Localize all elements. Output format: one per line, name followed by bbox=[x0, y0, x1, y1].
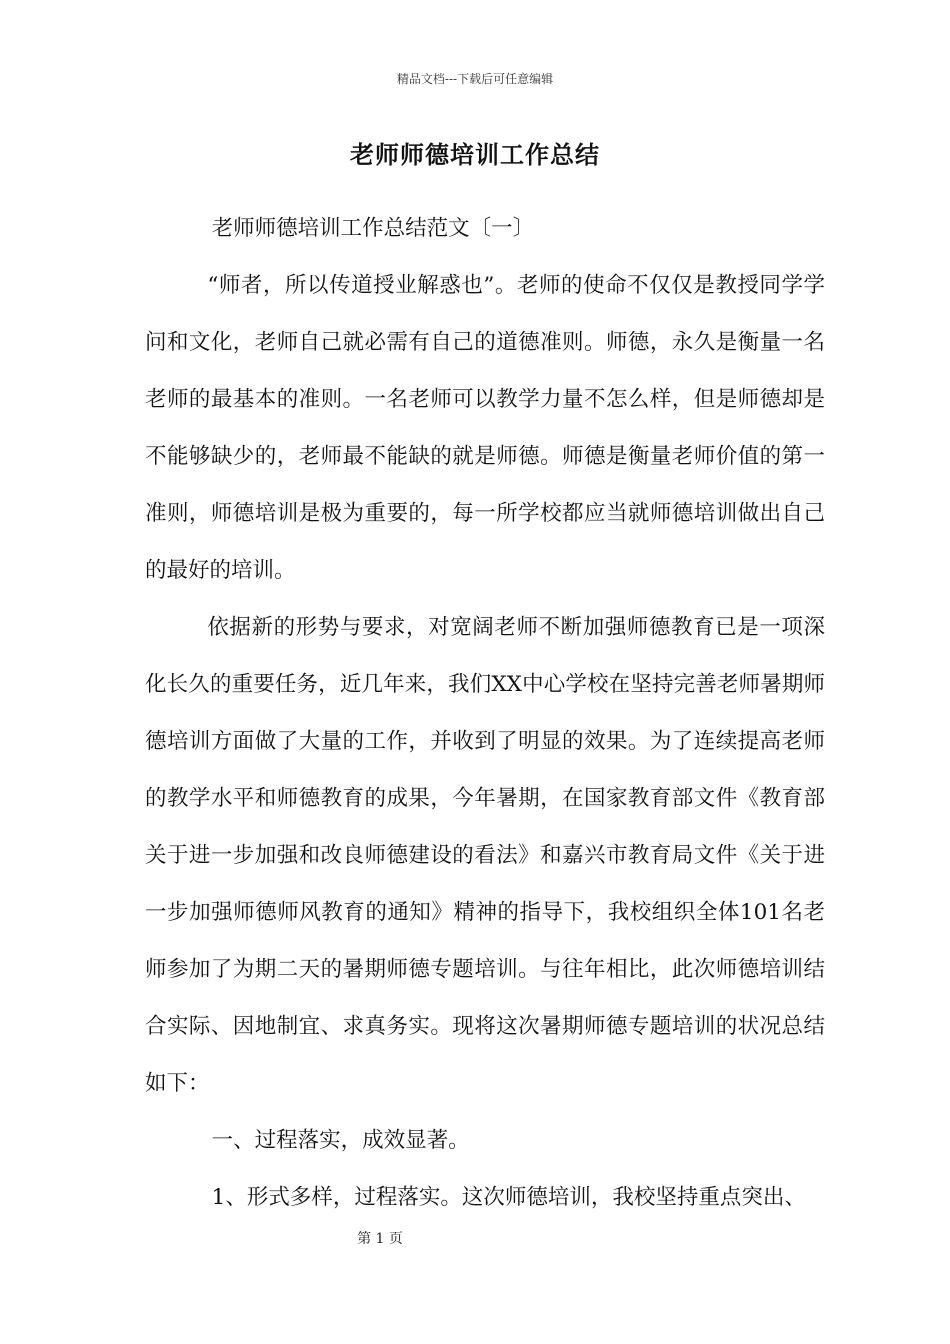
section-heading: 一、过程落实，成效显著。 bbox=[211, 1128, 470, 1153]
page-header-note: 精品文档---下载后可任意编辑 bbox=[396, 72, 554, 86]
document-body bbox=[145, 200, 825, 1226]
paragraph-3: 1、形式多样，过程落实。这次师德培训，我校坚持重点突出、 bbox=[211, 1185, 806, 1210]
page-number: 第 1 页 bbox=[357, 1231, 403, 1247]
document-title: 老师师德培训工作总结 bbox=[350, 140, 600, 169]
document-subtitle: 老师师德培训工作总结范文〔一〕 bbox=[211, 216, 535, 241]
paragraph-2: 依据新的形势与要求，对宽阔老师不断加强师德教育已是一项深化长久的重要任务，近几年来，我们XX中心学校在坚持完善老师暑期师德培训方面做了大量的工作，并收到了明显的效果。为了连续提高老师的教学水平和师德教育的成果，今年暑期，在国家教育部文件《教育部关于进一步加强和改良师德建设的看法》和嘉兴市教育局文件《关于进一步加强师德师风教育的通知》精神的指导下，我校组织全体101名老师参加了为期二天的暑期师德专题培训。与往年相比，此次师德培训结合实际、因地制宜、求真务实。现将这次暑期师德专题培训的状况总结如下： bbox=[145, 615, 825, 1096]
paragraph-1: “师者，所以传道授业解惑也”。老师的使命不仅仅是教授同学学问和文化，老师自己就必需有自己的道德准则。师德，永久是衡量一名老师的最基本的准则。一名老师可以教学力量不怎么样，但是师德却是不能够缺少的，老师最不能缺的就是师德。师德是衡量老师价值的第一准则，师德培训是极为重要的，每一所学校都应当就师德培训做出自己的最好的培训。 bbox=[145, 273, 825, 583]
